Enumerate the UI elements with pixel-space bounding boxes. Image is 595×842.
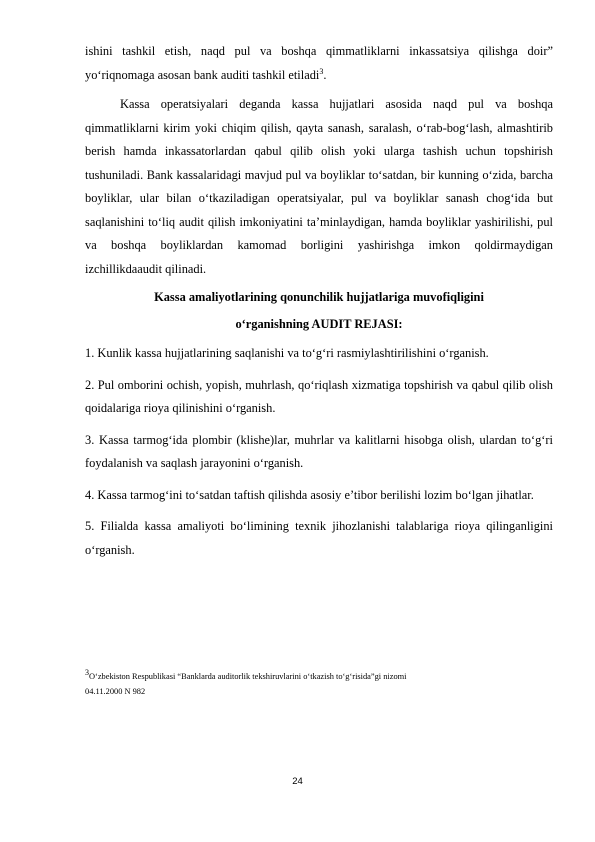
section-heading-line-1: Kassa amaliyotlarining qonunchilik hujjatlariga muvofiqligini [154,290,484,304]
intro-text: ishini tashkil etish, naqd pul va boshqa qimmatliklarni inkassatsiya qilishga doir” yo‘riqnomaga asosan bank auditi tashkil etiladi [85,44,553,82]
intro-paragraph [85,40,553,87]
main-paragraph: Kassa operatsiyalari deganda kassa hujjatlari asosida naqd pul va boshqa qimmatliklarni kirim yoki chiqim qilish, qayta sanash, saralash, o‘rab-bog‘lash, almashtirib berish hamda inkassatorlardan qabul qilib olish yoki ularga tashish uchun topshirish tushuniladi. Bank kassalaridagi mavjud pul va boyliklar to‘satdan, bir kunning o‘zida, barcha boyliklar, ular bilan o‘tkaziladigan operatsiyalar, pul va boyliklar sanash chog‘ida but saqlanishini to‘liq audit qilish imkoniyatini ta’minlaydigan, hamda boyliklar yashirilishi, pul va boshqa boyliklardan kamomad borligini yashirishga imkon qoldirmaydigan izchillikdaaudit qilinadi. [85,97,553,276]
footnote-marker: 3 [85,668,89,678]
footnote-line-2: 04.11.2000 N 982 [85,687,146,696]
footnote-text: O‘zbekiston Respublikasi “Banklarda auditorlik tekshiruvlarini o‘tkazish to‘g‘risida”gi nizomi [89,672,407,681]
plan-item-4: 4. Kassa tarmog‘ini to‘satdan taftish qilishda asosiy e’tibor berilishi lozim bo‘lgan jihatlar. [85,487,534,502]
plan-item-2: 2. Pul omborini ochish, yopish, muhrlash, qo‘riqlash xizmatiga topshirish va qabul qilib olish qoidalariga rioya qilinishini o‘rganish. [85,377,553,415]
footnote-reference: 3 [319,66,324,76]
footnote [85,669,555,699]
plan-item-1: 1. Kunlik kassa hujjatlarining saqlanishi va to‘g‘ri rasmiylashtirilishini o‘rganish. [85,346,489,360]
plan-item-5: 5. Filialda kassa amaliyoti bo‘limining texnik jihozlanishi talablariga rioya qilinganligini o‘rganish. [85,519,553,557]
page-number: 24 [292,776,303,787]
plan-item-3: 3. Kassa tarmog‘ida plombir (klishe)lar, muhrlar va kalitlarni hisobga olish, ulardan to‘g‘ri foydalanish va saqlash jarayonini o‘rganish. [85,432,553,470]
document-body [85,40,553,562]
intro-end: . [323,67,327,82]
section-heading-line-2: o‘rganishning AUDIT REJASI: [235,317,403,331]
footnote-line-1 [85,669,555,684]
